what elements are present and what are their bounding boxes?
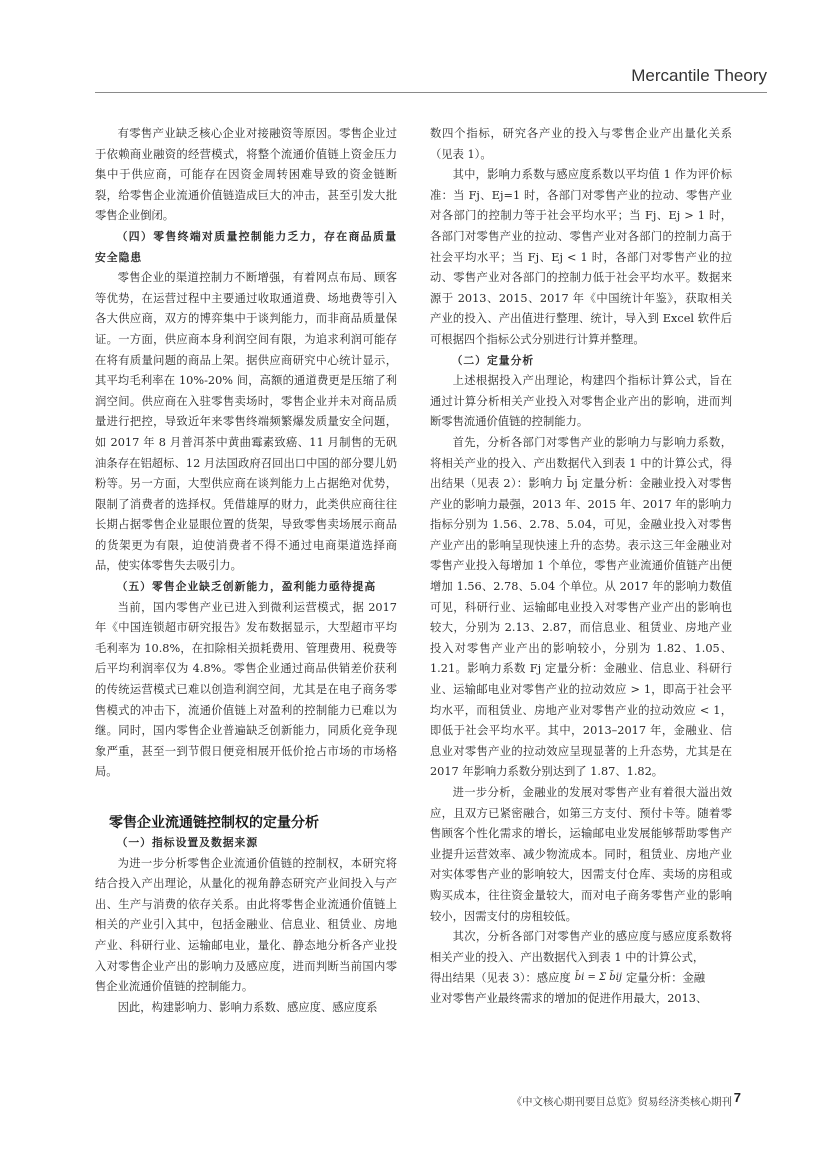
body-paragraph: 为进一步分析零售企业流通价值链的控制权，本研究将结合投入产出理论，从量化的视角静态研究产业间投入与产出、生产与消费的依存关系。由此将零售企业流通价值链上相关的产业引入其中，包括金融业、信息业、租赁业、房地产业、科研行业、运输邮电业，量化、静态地分析各产业投入对零售企业产出的影响力及感应度，进而判断当前国内零售企业流通价值链的控制能力。 xyxy=(95,856,397,994)
body-paragraph: 进一步分析，金融业的发展对零售产业有着很大溢出效应，且双方已紧密融合，如第三方支付、预付卡等。随着零售顾客个性化需求的增长，运输邮电业发展能够帮助零售产业提升运营效率、减少物流成本。同时，租赁业、房地产业对实体零售产业的影响较大，因需支付仓库、卖场的房租或购买成本，往往资金量较大，而对电子商务零售产业的影响较小，因需支付的房租较低。 xyxy=(430,786,732,923)
page-number: 7 xyxy=(733,1090,741,1105)
formula-line xyxy=(430,968,732,989)
body-paragraph-continued: 数四个指标，研究各产业的投入与零售企业产出量化关系（见表 1）。 xyxy=(430,127,732,161)
section-heading: 零售企业流通链控制权的定量分析 xyxy=(109,814,319,830)
subsection-heading: （一）指标设置及数据来源 xyxy=(116,836,259,849)
body-paragraph: 因此，构建影响力、影响力系数、感应度、感应度系 xyxy=(117,1000,378,1014)
inline-formula: b̄i = Σ b̄ij xyxy=(574,972,622,984)
journal-title: Mercantile Theory xyxy=(631,66,767,85)
body-paragraph: 首先，分析各部门对零售产业的影响力与影响力系数，将相关产业的投入、产出数据代入到表 1 中的计算公式，得出结果（见表 2）：影响力 b̄j 定量分析：金融业投入对零售产业的影响力最强，2013 年、2015 年、2017 年的影响力指标分别为 1.56、2.78、5.04，可见，金融业投入对零售产业产出的影响呈现快速上升的态势。表示这三年金融业对零售产业投入每增加 1 个单位，零售产业流通价值链产出便增加 1.56、2.78、5.04 个单位。从 2017 年的影响力数值可见，科研行业、运输邮电业投入对零售产业产出的影响也较大，分别为 2.13、2.87，而信息业、租赁业、房地产业投入对零售产业产出的影响较小，分别为 1.82、1.05、1.21。影响力系数 Fj 定量分析：金融业、信息业、科研行业、运输邮电业对零售产业的拉动效应 > 1，即高于社会平均水平，而租赁业、房地产业对零售产业的拉动效应 < 1，即低于社会平均水平。其中，2013–2017 年，金融业、信息业对零售产业的拉动效应呈现显著的上升态势，尤其是在 2017 年影响力系数分别达到了 1.87、1.82。 xyxy=(430,435,732,779)
body-paragraph: 上述根据投入产出理论，构建四个指标计算公式，旨在通过计算分析相关产业投入对零售企业产出的影响，进而判断零售流通价值链的控制能力。 xyxy=(430,374,732,429)
subsection-heading: （四）零售终端对质量控制能力乏力，存在商品质量安全隐患 xyxy=(95,229,397,264)
formula-line-text: 定量分析：金融 xyxy=(626,971,706,985)
subsection-heading: （二）定量分析 xyxy=(451,353,535,367)
body-paragraph: 零售企业的渠道控制力不断增强，有着网点布局、顾客等优势，在运营过程中主要通过收取通道费、场地费等引入各大供应商，双方的博弈集中于谈判能力，而非商品质量保证。一方面，供应商本身利润空间有限，为追求利润可能存在将有质量问题的商品上架。据供应商研究中心统计显示，其平均毛利率在 10%-20% 间，高额的通道费更是压缩了利润空间。供应商在入驻零售卖场时，零售企业并未对商品质量进行把控，导致近年来零售终端频繁爆发质量安全问题，如 2017 年 8 月普洱茶中黄曲霉素致癌、11 月制售的无矾油条存在铝超标、12 月法国政府召回出口中国的部分婴儿奶粉等。另一方面，大型供应商在谈判能力上占据绝对优势，限制了消费者的选择权。凭借雄厚的财力，此类供应商往往长期占据零售企业显眼位置的货架，导致零售卖场展示商品的货架更为有限，迫使消费者不得不通过电商渠道选择商品，使实体零售失去吸引力。 xyxy=(95,271,397,573)
header-divider xyxy=(95,92,767,93)
left-column xyxy=(95,124,397,1018)
body-paragraph: 有零售产业缺乏核心企业对接融资等原因。零售企业过于依赖商业融资的经营模式，将整个流通价值链上资金压力集中于供应商，可能存在因资金周转困难导致的资金链断裂，给零售企业流通价值链造成巨大的冲击，甚至引发大批零售企业倒闭。 xyxy=(95,127,397,223)
footer-journal-note: 《中文核心期刊要目总览》贸易经济类核心期刊 xyxy=(511,1096,732,1108)
formula-line-text: 得出结果（见表 3）：感应度 xyxy=(430,971,571,985)
body-paragraph: 当前，国内零售产业已进入到微利运营模式，据 2017 年《中国连锁超市研究报告》发布数据显示，大型超市平均毛利率为 10.8%，在扣除相关损耗费用、管理费用、税费等后平均利润率仅为 4.8%。零售企业通过商品供销差价获利的传统运营模式已难以创造利润空间，尤其是在电子商务零售模式的冲击下，流通价值链上对盈利的控制能力已难以为继。同时，国内零售企业普遍缺乏创新能力，同质化竞争现象严重，甚至一到节假日便竞相展开低价抢占市场的市场格局。 xyxy=(95,600,397,779)
body-paragraph-continued: 业对零售产业最终需求的增加的促进作用最大，2013、 xyxy=(430,992,708,1006)
subsection-heading: （五）零售企业缺乏创新能力，盈利能力亟待提高 xyxy=(116,580,377,594)
right-column xyxy=(430,124,732,1010)
body-paragraph: 其次，分析各部门对零售产业的感应度与感应度系数将相关产业的投入、产出数据代入到表 1 中的计算公式， xyxy=(430,930,732,964)
body-paragraph: 其中，影响力系数与感应度系数以平均值 1 作为评价标准：当 Fj、Ej=1 时，各部门对零售产业的拉动、零售产业对各部门的控制力等于社会平均水平；当 Fj、Ej > 1 时，各部门对零售产业的拉动、零售产业对各部门的控制力高于社会平均水平；当 Fj、Ej < 1 时，各部门对零售产业的拉动、零售产业对各部门的控制力低于社会平均水平。数据来源于 2013、2015、2017 年《中国统计年鉴》，获取相关产业的投入、产出值进行整理、统计，导入到 Excel 软件后可根据四个指标公式分别进行计算并整理。 xyxy=(430,168,732,346)
